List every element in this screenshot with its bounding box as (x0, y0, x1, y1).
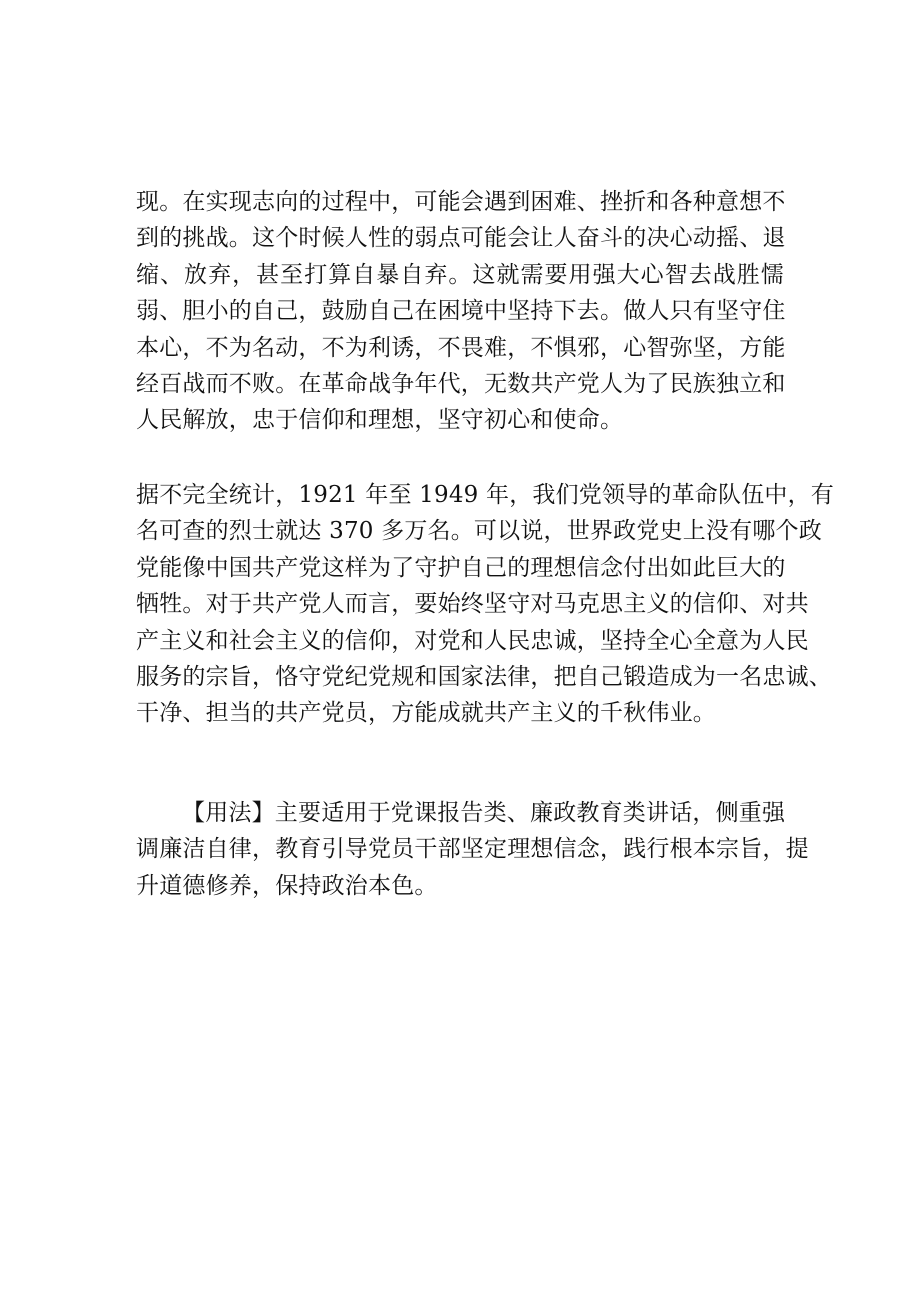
paragraph-line: 干净、担当的共产党员，方能成就共产主义的千秋伟业。 (136, 700, 716, 727)
paragraph-line: 产主义和社会主义的信仰，对党和人民忠诚，坚持全心全意为人民 (136, 627, 809, 654)
usage-line: 调廉洁自律，教育引导党员干部坚定理想信念，践行根本宗旨，提 (136, 836, 809, 863)
usage-line: 升道德修养，保持政治本色。 (136, 872, 438, 899)
paragraph-line: 党能像中国共产党这样为了守护自己的理想信念付出如此巨大的 (136, 554, 786, 581)
paragraph-line: 现。在实现志向的过程中，可能会遇到困难、挫折和各种意想不 (136, 189, 786, 215)
usage-line: 【用法】主要适用于党课报告类、廉政教育类讲话，侧重强 (182, 800, 786, 826)
paragraph-martyrs-statistics (136, 477, 834, 732)
paragraph-line: 到的挑战。这个时候人性的弱点可能会让人奋斗的决心动摇、退 (136, 225, 786, 252)
paragraph-line: 牺牲。对于共产党人而言，要始终坚守对马克思主义的信仰、对共 (136, 591, 809, 618)
paragraph-line: 本心，不为名动，不为利诱，不畏难，不惧邪，心智弥坚，方能 (136, 334, 786, 361)
paragraph-line: 经百战而不败。在革命战争年代，无数共产党人为了民族独立和 (136, 370, 786, 397)
paragraph-line: 名可查的烈士就达 370 多万名。可以说，世界政党史上没有哪个政 (136, 518, 822, 545)
paragraph-line: 缩、放弃，甚至打算自暴自弃。这就需要用强大心智去战胜懦 (136, 261, 784, 288)
paragraph-line: 据不完全统计，1921 年至 1949 年，我们党领导的革命队伍中，有 (136, 482, 834, 508)
paragraph-ideals (136, 184, 784, 439)
paragraph-line: 服务的宗旨，恪守党纪党规和国家法律，把自己锻造成为一名忠诚、 (136, 663, 832, 690)
usage-paragraph (136, 795, 809, 904)
paragraph-line: 弱、胆小的自己，鼓励自己在困境中坚持下去。做人只有坚守住 (136, 298, 786, 325)
paragraph-line: 人民解放，忠于信仰和理想，坚守初心和使命。 (136, 407, 624, 434)
